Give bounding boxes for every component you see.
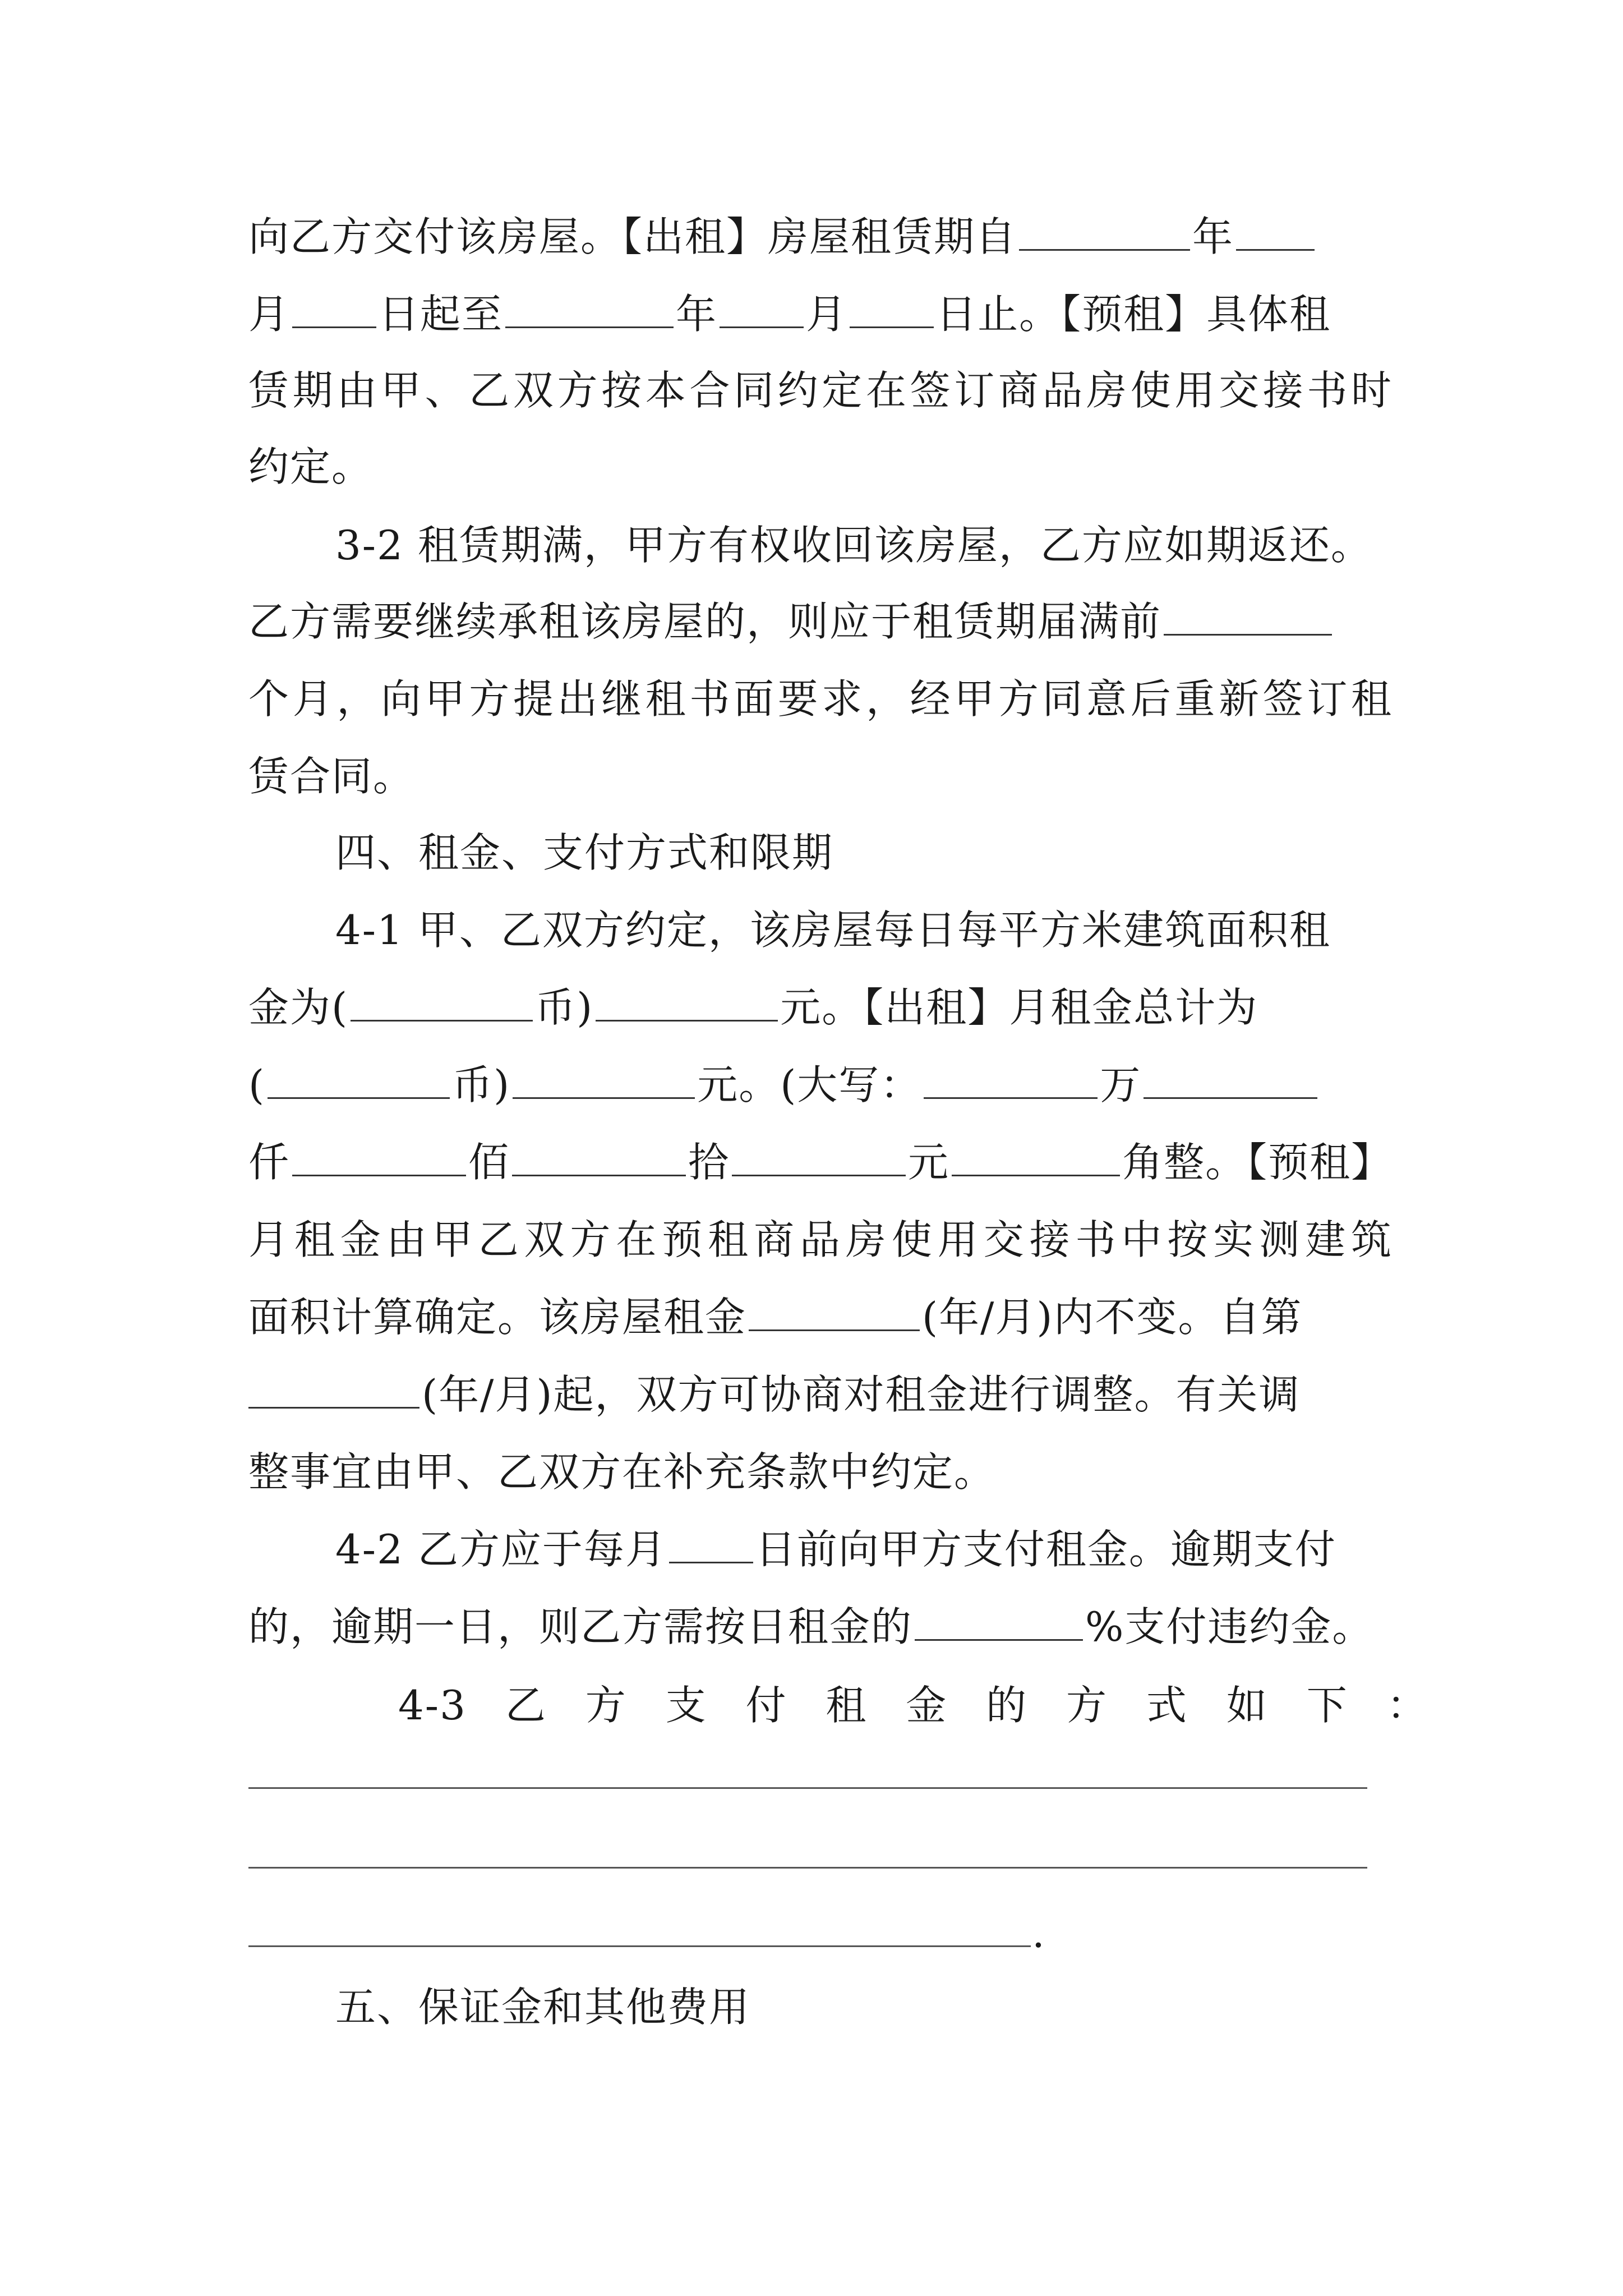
text-segment: 日前向甲方支付租金。逾期支付 [755,1526,1336,1573]
text-line [248,1289,1393,1345]
blank-field [924,1057,1098,1099]
text-line [248,1057,1393,1113]
text-line [248,1134,1393,1190]
text-segment: 4-2 乙方应于每月 [335,1526,667,1573]
blank-field [513,1057,695,1099]
section-heading: 五、保证金和其他费用 [335,1984,751,2031]
text-segment: 币) [452,1061,511,1108]
text-line [248,593,1393,650]
text-segment: 元。(大写： [697,1061,922,1108]
text-segment: 月 [248,291,291,338]
blank-field [351,979,533,1022]
blank-field [1019,209,1190,251]
text-segment: 月 [806,291,848,338]
blank-field [1164,593,1332,636]
blank-rule [248,1867,1367,1869]
text-segment: 万 [1100,1061,1142,1108]
blank-field [505,286,674,328]
text-segment: 日止。【预租】具体租 [936,291,1331,338]
text-segment: 面积计算确定。该房屋租金 [248,1294,747,1341]
blank-field [720,286,804,328]
text-segment: (年/月)起，双方可协商对租金进行调整。有关调 [422,1371,1301,1418]
text-segment: 元 [908,1139,950,1186]
text-line: 赁合同。 [248,753,415,800]
blank-rule [248,1787,1367,1789]
text-segment: 角整。【预租】 [1122,1139,1393,1186]
text-segment: 年 [676,291,718,338]
text-segment: 年 [1192,213,1234,260]
text-segment: 拾 [688,1139,730,1186]
text-line [248,1366,1393,1423]
text-line: 月租金由甲乙双方在预租商品房使用交接书中按实测建筑 [248,1216,1393,1263]
blank-field [292,1134,466,1176]
text-segment: 金为( [248,984,349,1031]
text-line: 整事宜由甲、乙双方在补充条款中约定。 [248,1448,996,1496]
blank-field [596,979,778,1022]
period-mark: . [1032,1910,1045,1957]
blank-field [268,1057,450,1099]
text-segment: 元。【出租】月租金总计为 [780,984,1258,1031]
text-line [248,209,1393,265]
text-line: 3-2 租赁期满，甲方有权收回该房屋，乙方应如期返还。 [335,522,1372,569]
text-segment: 乙方需要继续承租该房屋的，则应于租赁期届满前 [248,598,1162,645]
text-segment: 币) [535,984,594,1031]
text-line [335,1521,1393,1577]
blank-rule [248,1945,1031,1947]
blank-field [915,1599,1083,1641]
text-line [248,1599,1393,1655]
blank-field [669,1521,753,1563]
text-segment: 仟 [248,1139,291,1186]
section-heading: 四、租金、支付方式和限期 [335,829,834,876]
blank-field [952,1134,1120,1176]
text-segment: 日起至 [379,291,504,338]
text-line: 4-3 乙 方 支 付 租 金 的 方 式 如 下 ： [398,1682,1428,1729]
blank-field [512,1134,686,1176]
blank-field [850,286,934,328]
text-segment: (年/月)内不变。自第 [922,1294,1303,1341]
blank-field [1236,209,1315,251]
text-segment: 的，逾期一日，则乙方需按日租金的 [248,1603,913,1650]
text-line: 4-1 甲、乙双方约定，该房屋每日每平方米建筑面积租 [335,907,1331,954]
blank-field [749,1289,920,1331]
text-line: 个月，向甲方提出继租书面要求，经甲方同意后重新签订租 [248,675,1393,723]
text-segment: ( [248,1061,266,1108]
text-line: 约定。 [248,443,374,490]
text-line [248,286,1393,342]
blank-field [1144,1057,1317,1099]
text-segment: 向乙方交付该房屋。【出租】房屋租赁期自 [248,213,1017,260]
blank-field [732,1134,906,1176]
text-segment: 佰 [468,1139,510,1186]
text-segment: %支付违约金。 [1085,1603,1374,1650]
blank-field [292,286,376,328]
text-line [248,979,1393,1036]
text-line: 赁期由甲、乙双方按本合同约定在签订商品房使用交接书时 [248,367,1393,414]
blank-field [248,1366,419,1409]
